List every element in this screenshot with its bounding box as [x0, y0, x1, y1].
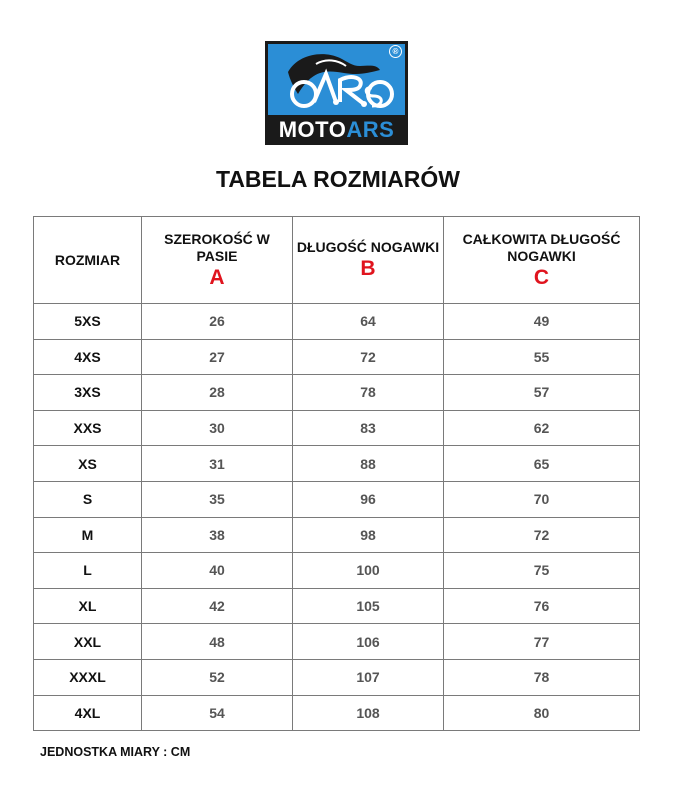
header-waist-width: [142, 217, 293, 304]
unit-footnote: JEDNOSTKA MIARY : CM: [40, 745, 191, 759]
header-total-leg-length-label: CAŁKOWITA DŁUGOŚĆ NOGAWKI: [462, 230, 621, 264]
value-cell: 105: [293, 588, 444, 624]
value-cell: 49: [444, 304, 640, 340]
value-cell: 27: [142, 339, 293, 375]
value-cell: 80: [444, 695, 640, 731]
size-cell: XL: [34, 588, 142, 624]
value-cell: 98: [293, 517, 444, 553]
value-cell: 100: [293, 553, 444, 589]
value-cell: 54: [142, 695, 293, 731]
value-cell: 26: [142, 304, 293, 340]
value-cell: 65: [444, 446, 640, 482]
header-waist-width-letter: A: [209, 265, 225, 289]
value-cell: 31: [142, 446, 293, 482]
size-cell: L: [34, 553, 142, 589]
table-row: [34, 446, 640, 482]
table-row: [34, 375, 640, 411]
table-row: [34, 624, 640, 660]
registered-mark: ®: [389, 45, 402, 58]
logo-wordmark-moto: MOTO: [278, 117, 347, 142]
value-cell: 57: [444, 375, 640, 411]
table-body: [34, 304, 640, 731]
value-cell: 72: [293, 339, 444, 375]
motoars-logo: [265, 41, 408, 145]
value-cell: 96: [293, 481, 444, 517]
value-cell: 72: [444, 517, 640, 553]
table-row: [34, 517, 640, 553]
size-cell: S: [34, 481, 142, 517]
value-cell: 30: [142, 410, 293, 446]
value-cell: 62: [444, 410, 640, 446]
table-row: [34, 410, 640, 446]
header-leg-length-letter: B: [360, 257, 376, 280]
size-cell: XXXL: [34, 659, 142, 695]
size-table: [33, 216, 640, 731]
header-size-label: ROZMIAR: [54, 251, 121, 268]
size-cell: XS: [34, 446, 142, 482]
table-row: [34, 695, 640, 731]
size-cell: XXL: [34, 624, 142, 660]
header-total-leg-length-letter: C: [533, 265, 550, 289]
motorcycle-rider-icon: [268, 44, 405, 115]
header-waist-width-label: SZEROKOŚĆ W PASIE: [164, 230, 270, 264]
size-cell: 5XS: [34, 304, 142, 340]
value-cell: 108: [293, 695, 444, 731]
size-cell: M: [34, 517, 142, 553]
value-cell: 83: [293, 410, 444, 446]
logo-wordmark: [268, 115, 405, 145]
value-cell: 48: [142, 624, 293, 660]
value-cell: 70: [444, 481, 640, 517]
size-cell: 4XL: [34, 695, 142, 731]
value-cell: 76: [444, 588, 640, 624]
value-cell: 78: [293, 375, 444, 411]
value-cell: 52: [142, 659, 293, 695]
value-cell: 40: [142, 553, 293, 589]
value-cell: 35: [142, 481, 293, 517]
header-leg-length: [293, 217, 444, 304]
table-row: [34, 304, 640, 340]
table-row: [34, 659, 640, 695]
header-total-leg-length: [444, 217, 640, 304]
table-row: [34, 481, 640, 517]
value-cell: 75: [444, 553, 640, 589]
value-cell: 38: [142, 517, 293, 553]
value-cell: 77: [444, 624, 640, 660]
value-cell: 64: [293, 304, 444, 340]
value-cell: 42: [142, 588, 293, 624]
motorcycle-logo-graphic: [268, 44, 405, 115]
value-cell: 88: [293, 446, 444, 482]
table-row: [34, 553, 640, 589]
size-cell: XXS: [34, 410, 142, 446]
size-cell: 4XS: [34, 339, 142, 375]
table-row: [34, 339, 640, 375]
value-cell: 106: [293, 624, 444, 660]
logo-wordmark-ars: ARS: [346, 117, 395, 142]
table-row: [34, 588, 640, 624]
value-cell: 107: [293, 659, 444, 695]
size-cell: 3XS: [34, 375, 142, 411]
header-size: [34, 217, 142, 304]
value-cell: 28: [142, 375, 293, 411]
header-leg-length-label: DŁUGOŚĆ NOGAWKI: [296, 239, 440, 255]
page-title: TABELA ROZMIARÓW: [215, 166, 460, 192]
value-cell: 55: [444, 339, 640, 375]
table-header-row: [34, 217, 640, 304]
value-cell: 78: [444, 659, 640, 695]
